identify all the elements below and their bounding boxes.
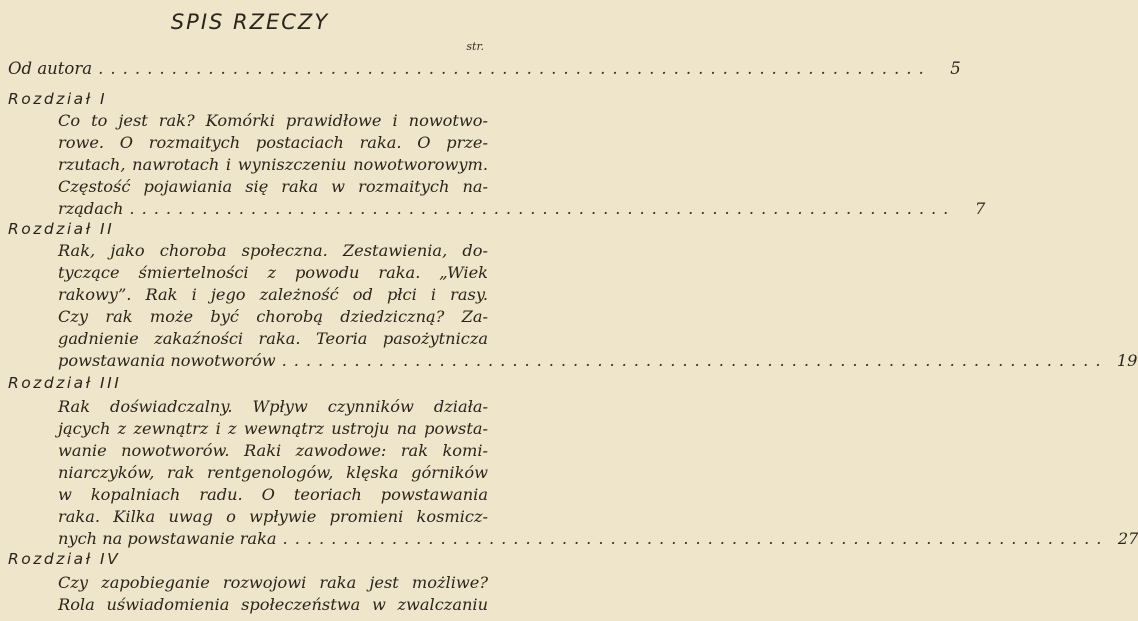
dot-leader: .................................................................... bbox=[98, 59, 931, 78]
chapter-2-description bbox=[58, 240, 1138, 372]
page-column-label: str. bbox=[466, 40, 484, 53]
chapter-3-line: w kopalniach radu. O teoriach powstawania bbox=[58, 485, 488, 504]
page-title: SPIS RZECZY bbox=[170, 10, 330, 34]
chapter-1-line: rowe. O rozmaitych postaciach raka. O prze- bbox=[58, 133, 488, 152]
chapter-1-description bbox=[58, 110, 986, 220]
chapter-2-line: rakowy”. Rak i jego zależność od płci i rasy. bbox=[58, 285, 488, 304]
chapter-4-line: Rola uświadomienia społeczeństwa w zwalczaniu bbox=[58, 595, 488, 614]
chapter-1-line: rządach bbox=[58, 199, 124, 218]
dot-leader: .................................................................... bbox=[281, 351, 1108, 370]
chapter-3-line: niarczyków, rak rentgenologów, klęska górników bbox=[58, 463, 488, 482]
preface-page-number: 5 bbox=[950, 59, 961, 78]
chapter-3-line: nych na powstawanie raka bbox=[58, 529, 277, 548]
chapter-3-line: raka. Kilka uwag o wpływie promieni kosmicz- bbox=[58, 507, 488, 526]
chapter-2-line: powstawania nowotworów bbox=[58, 351, 276, 370]
chapter-2-line: Rak, jako choroba społeczna. Zestawienia, do- bbox=[58, 241, 488, 260]
chapter-2-line: Czy rak może być chorobą dziedziczną? Za- bbox=[58, 307, 488, 326]
chapter-4-heading: Rozdział IV bbox=[8, 550, 121, 568]
chapter-1-line: rzutach, nawrotach i wyniszczeniu nowotworowym. bbox=[58, 155, 488, 174]
toc-entry-preface bbox=[8, 58, 961, 80]
dot-leader: .................................................................... bbox=[129, 199, 956, 218]
chapter-1-page-number: 7 bbox=[975, 199, 986, 218]
chapter-3-heading: Rozdział III bbox=[8, 374, 122, 392]
chapter-4-line: Czy zapobieganie rozwojowi raka jest możliwe? bbox=[58, 573, 488, 592]
chapter-3-line: jących z zewnątrz i z wewnątrz ustroju na powsta- bbox=[58, 419, 488, 438]
chapter-2-page-number: 19 bbox=[1116, 351, 1138, 370]
chapter-2-line: gadnienie zakaźności raka. Teoria pasożytnicza bbox=[58, 329, 488, 348]
chapter-2-line: tyczące śmiertelności z powodu raka. „Wiek bbox=[58, 263, 488, 282]
preface-label: Od autora bbox=[8, 59, 93, 78]
chapter-1-heading: Rozdział I bbox=[8, 90, 108, 108]
chapter-1-last-line bbox=[58, 198, 986, 220]
chapter-3-page-number: 27 bbox=[1117, 529, 1138, 548]
chapter-3-description bbox=[58, 396, 1138, 550]
dot-leader: .................................................................... bbox=[282, 529, 1109, 548]
chapter-3-line: Rak doświadczalny. Wpływ czynników działa- bbox=[58, 397, 488, 416]
chapter-1-line: Częstość pojawiania się raka w rozmaitych na- bbox=[58, 177, 488, 196]
chapter-3-last-line bbox=[58, 528, 1138, 550]
chapter-4-description bbox=[58, 572, 488, 616]
chapter-2-heading: Rozdział II bbox=[8, 220, 115, 238]
chapter-3-line: wanie nowotworów. Raki zawodowe: rak komi- bbox=[58, 441, 488, 460]
chapter-2-last-line bbox=[58, 350, 1138, 372]
chapter-1-line: Co to jest rak? Komórki prawidłowe i nowotwo- bbox=[58, 111, 488, 130]
